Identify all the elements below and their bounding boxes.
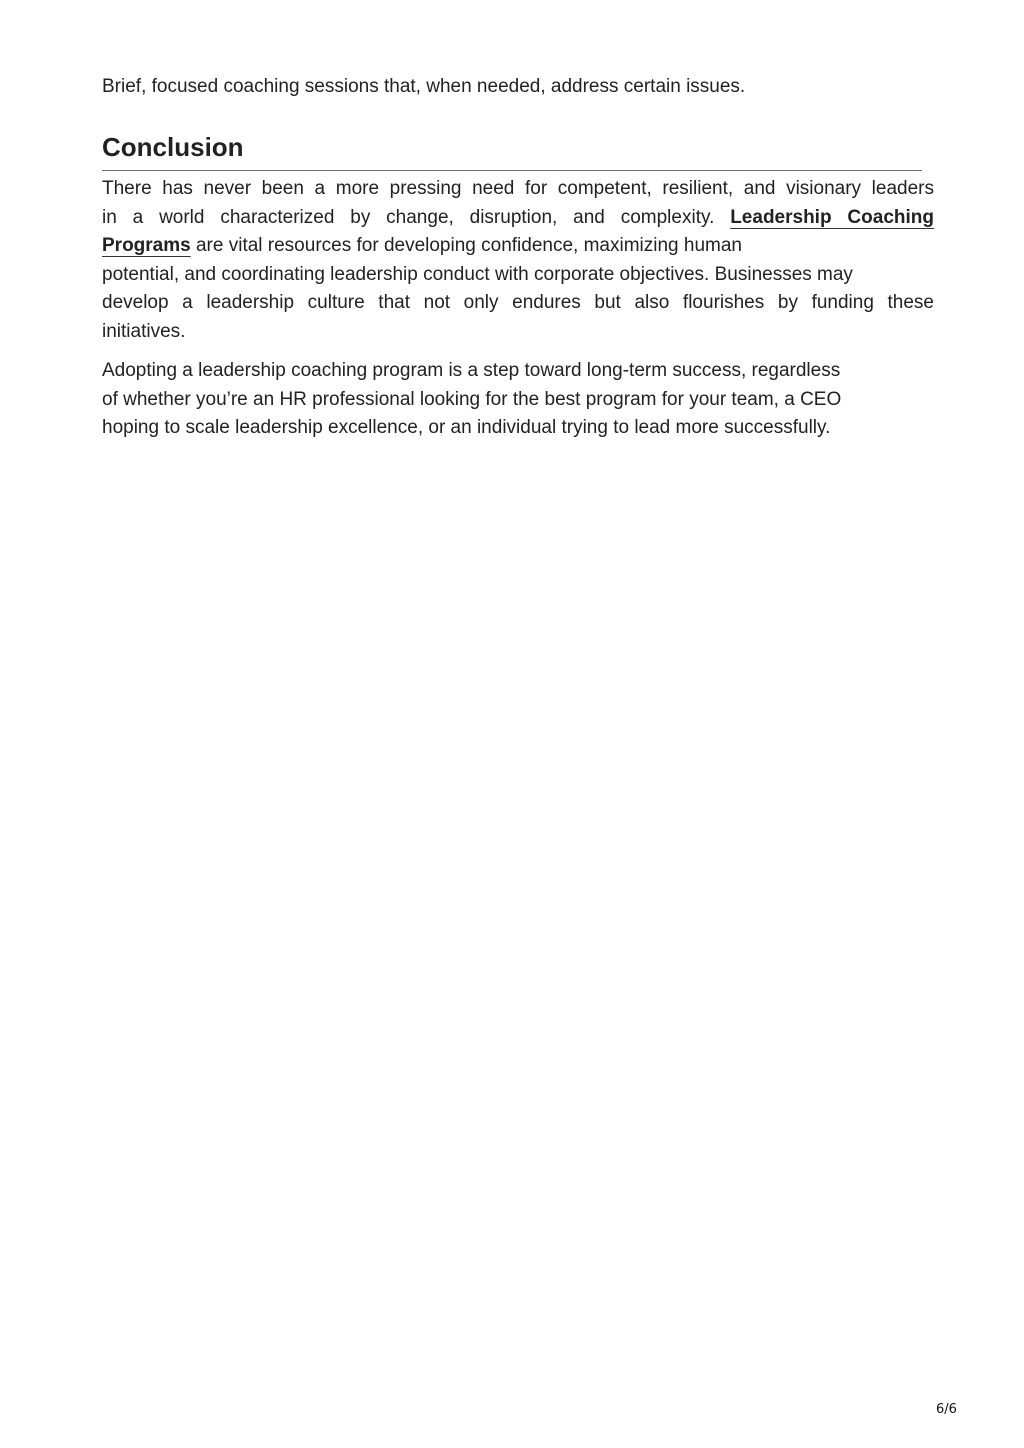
paragraph-2-line-3: hoping to scale leadership excellence, or an individual trying to lead more successfully. [102, 417, 831, 438]
paragraph-1-line-6: initiatives. [102, 320, 186, 342]
page-number: 6/6 [936, 1402, 957, 1417]
paragraph-2-line-2: of whether you’re an HR professional looking for the best program for your team, a CEO [102, 388, 842, 410]
conclusion-paragraph-2 [102, 357, 934, 443]
paragraph-1-line-3 [102, 232, 934, 261]
paragraph-2-line-1: Adopting a leadership coaching program is a step toward long-term success, regardless [102, 360, 841, 381]
paragraph-1-line-2-text: in a world characterized by change, disruption, and complexity. [102, 206, 715, 228]
paragraph-1-line-2 [102, 204, 934, 233]
paragraph-1-line-3-text: are vital resources for developing confidence, maximizing human [195, 235, 742, 256]
intro-paragraph: Brief, focused coaching sessions that, when needed, address certain issues. [102, 76, 746, 97]
paragraph-1-line-4: potential, and coordinating leadership conduct with corporate objectives. Businesses may [102, 263, 853, 285]
paragraph-1-line-1: There has never been a more pressing need for competent, resilient, and visionary leaders [102, 178, 934, 199]
conclusion-heading: Conclusion [102, 130, 922, 171]
programs-link[interactable]: Programs [102, 235, 191, 256]
leadership-coaching-link[interactable]: Leadership Coaching [730, 206, 934, 228]
paragraph-1-line-5: develop a leadership culture that not only endures but also flourishes by funding these [102, 292, 934, 313]
conclusion-paragraph-1 [102, 175, 934, 346]
